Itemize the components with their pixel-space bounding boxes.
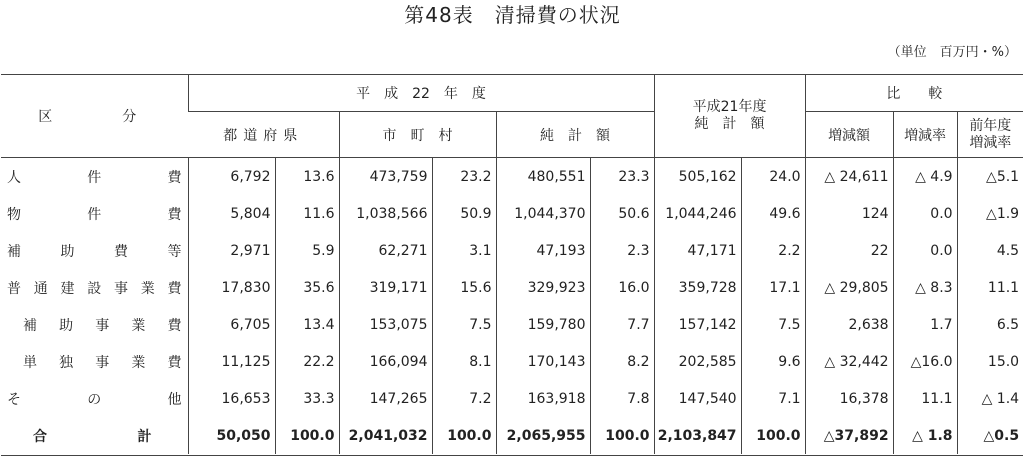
- cell-diff: 124: [805, 195, 893, 232]
- cell-net-pct: 50.6: [590, 195, 654, 232]
- cell-net: 47,193: [496, 232, 590, 269]
- cell-net: 159,780: [496, 306, 590, 343]
- table-row: [1, 195, 1023, 232]
- row-label: [1, 380, 188, 417]
- table-row: [1, 232, 1023, 269]
- table-row-total: [1, 417, 1023, 454]
- cell-pref-pct: 22.2: [275, 343, 339, 380]
- cell-muni-pct: 7.2: [432, 380, 496, 417]
- cell-fy21-pct: 17.1: [741, 269, 805, 306]
- cell-pref: 6,705: [188, 306, 275, 343]
- row-label-char: 費: [167, 206, 182, 223]
- cell-net-pct: 23.3: [590, 158, 654, 196]
- cell-prev: △0.5: [957, 417, 1023, 454]
- cell-pref: 2,971: [188, 232, 275, 269]
- cell-rate: 11.1: [893, 380, 957, 417]
- cell-diff: △ 32,442: [805, 343, 893, 380]
- cell-pref-pct: 13.6: [275, 158, 339, 196]
- cell-rate: 1.7: [893, 306, 957, 343]
- cell-pref-pct: 11.6: [275, 195, 339, 232]
- row-label: [1, 417, 188, 454]
- row-label: [1, 158, 188, 196]
- row-label-char: 建: [60, 280, 75, 297]
- table-row: [1, 269, 1023, 306]
- row-label-char: 普: [7, 280, 21, 297]
- cell-prev: 11.1: [957, 269, 1023, 306]
- row-label-char: 事: [114, 280, 128, 297]
- cell-pref: 16,653: [188, 380, 275, 417]
- cell-fy21: 359,728: [654, 269, 741, 306]
- row-label-char: 単: [23, 354, 37, 371]
- cell-muni-pct: 23.2: [432, 158, 496, 196]
- cell-rate: 0.0: [893, 232, 957, 269]
- cell-rate: △16.0: [893, 343, 957, 380]
- cell-fy21: 2,103,847: [654, 417, 741, 454]
- cell-diff: △ 29,805: [805, 269, 893, 306]
- table-body: [1, 158, 1023, 455]
- row-label-char: 助: [59, 317, 74, 334]
- row-label-char: の: [87, 391, 102, 408]
- cell-pref: 11,125: [188, 343, 275, 380]
- header-prefecture: 都道府県: [223, 127, 304, 144]
- cleaning-expense-table: [1, 74, 1023, 454]
- row-label-char: 独: [59, 354, 74, 371]
- row-label-char: 等: [167, 243, 182, 260]
- table-header: [1, 74, 1023, 158]
- cell-net-pct: 7.8: [590, 380, 654, 417]
- cell-pref-pct: 13.4: [275, 306, 339, 343]
- row-label-char: 人: [7, 169, 21, 186]
- cell-muni: 319,171: [339, 269, 432, 306]
- cell-prev: △1.9: [957, 195, 1023, 232]
- cell-prev: 4.5: [957, 232, 1023, 269]
- cell-net-pct: 16.0: [590, 269, 654, 306]
- header-prev-rate: 前年度 増減率: [957, 112, 1023, 158]
- cell-muni-pct: 15.6: [432, 269, 496, 306]
- cell-muni-pct: 100.0: [432, 417, 496, 454]
- cell-muni: 473,759: [339, 158, 432, 196]
- cell-pref-pct: 33.3: [275, 380, 339, 417]
- cell-fy21: 157,142: [654, 306, 741, 343]
- cell-prev: △ 1.4: [957, 380, 1023, 417]
- row-label-char: 費: [167, 317, 182, 334]
- header-net-total: 純 計 額: [496, 112, 654, 158]
- cell-pref: 6,792: [188, 158, 275, 196]
- cell-pref-pct: 100.0: [275, 417, 339, 454]
- cell-rate: △ 1.8: [893, 417, 957, 454]
- row-label-char: 事: [95, 354, 110, 371]
- cell-fy21-pct: 24.0: [741, 158, 805, 196]
- cell-net: 170,143: [496, 343, 590, 380]
- cell-net-pct: 7.7: [590, 306, 654, 343]
- cell-fy21-pct: 2.2: [741, 232, 805, 269]
- cell-rate: △ 8.3: [893, 269, 957, 306]
- header-fy21: 平成21年度 純 計 額: [654, 74, 805, 158]
- header-comparison: 比 較: [805, 74, 1023, 112]
- unit-note: （単位 百万円・%）: [887, 45, 1017, 60]
- cell-net: 1,044,370: [496, 195, 590, 232]
- cell-muni-pct: 50.9: [432, 195, 496, 232]
- cell-diff: △ 24,611: [805, 158, 893, 196]
- cell-net: 329,923: [496, 269, 590, 306]
- cell-muni: 153,075: [339, 306, 432, 343]
- table-row: [1, 343, 1023, 380]
- row-label-char: 計: [137, 428, 152, 445]
- row-label-char: 費: [167, 354, 182, 371]
- row-label-char: 費: [114, 243, 128, 260]
- row-label-char: 費: [167, 280, 182, 297]
- cell-pref: 5,804: [188, 195, 275, 232]
- cell-fy21-pct: 7.1: [741, 380, 805, 417]
- row-label: [1, 195, 188, 232]
- table-row: [1, 380, 1023, 417]
- table-row: [1, 158, 1023, 196]
- cell-prev: 15.0: [957, 343, 1023, 380]
- row-label: [1, 343, 188, 380]
- cell-net: 480,551: [496, 158, 590, 196]
- cell-fy21-pct: 9.6: [741, 343, 805, 380]
- cell-muni: 166,094: [339, 343, 432, 380]
- row-label-char: 補: [23, 317, 37, 334]
- header-municipality: 市 町 村: [339, 112, 496, 158]
- cell-fy21: 47,171: [654, 232, 741, 269]
- cell-prev: 6.5: [957, 306, 1023, 343]
- cell-net: 2,065,955: [496, 417, 590, 454]
- cell-prev: △5.1: [957, 158, 1023, 196]
- header-change-amount: 増減額: [805, 112, 893, 158]
- header-fy22: 平 成 22 年 度: [188, 74, 654, 112]
- cell-muni: 147,265: [339, 380, 432, 417]
- row-label-char: 合: [33, 428, 47, 445]
- cell-diff: 22: [805, 232, 893, 269]
- cell-muni: 2,041,032: [339, 417, 432, 454]
- cell-diff: 16,378: [805, 380, 893, 417]
- row-label-char: 補: [7, 243, 21, 260]
- header-category: 区 分: [38, 108, 151, 125]
- table-title: 第48表 清掃費の状況: [404, 3, 621, 27]
- cell-pref: 50,050: [188, 417, 275, 454]
- row-label-char: 業: [131, 317, 146, 334]
- cell-fy21-pct: 7.5: [741, 306, 805, 343]
- cell-fy21: 202,585: [654, 343, 741, 380]
- row-label-char: 物: [7, 206, 21, 223]
- cell-net: 163,918: [496, 380, 590, 417]
- cell-muni: 62,271: [339, 232, 432, 269]
- row-label-char: 費: [167, 169, 182, 186]
- row-label-char: 他: [167, 391, 182, 408]
- cell-pref-pct: 5.9: [275, 232, 339, 269]
- row-label-char: 業: [140, 280, 155, 297]
- row-label-char: 件: [87, 206, 102, 223]
- cell-fy21: 1,044,246: [654, 195, 741, 232]
- row-label-char: 業: [131, 354, 146, 371]
- cell-fy21-pct: 49.6: [741, 195, 805, 232]
- row-label-char: 助: [60, 243, 75, 260]
- row-label-char: 事: [95, 317, 110, 334]
- row-label-char: 設: [87, 280, 102, 297]
- table-row: [1, 306, 1023, 343]
- row-label: [1, 306, 188, 343]
- row-label: [1, 269, 188, 306]
- row-label-char: そ: [7, 391, 21, 408]
- cell-rate: 0.0: [893, 195, 957, 232]
- cell-net-pct: 2.3: [590, 232, 654, 269]
- cell-muni: 1,038,566: [339, 195, 432, 232]
- cell-pref-pct: 35.6: [275, 269, 339, 306]
- header-change-rate: 増減率: [893, 112, 957, 158]
- cell-muni-pct: 3.1: [432, 232, 496, 269]
- cell-diff: △37,892: [805, 417, 893, 454]
- cell-fy21: 505,162: [654, 158, 741, 196]
- cell-net-pct: 8.2: [590, 343, 654, 380]
- cell-net-pct: 100.0: [590, 417, 654, 454]
- cell-fy21-pct: 100.0: [741, 417, 805, 454]
- cell-fy21: 147,540: [654, 380, 741, 417]
- cell-rate: △ 4.9: [893, 158, 957, 196]
- cell-muni-pct: 7.5: [432, 306, 496, 343]
- cell-muni-pct: 8.1: [432, 343, 496, 380]
- cell-pref: 17,830: [188, 269, 275, 306]
- row-label-char: 通: [33, 280, 48, 297]
- row-label-char: 件: [87, 169, 102, 186]
- row-label: [1, 232, 188, 269]
- cell-diff: 2,638: [805, 306, 893, 343]
